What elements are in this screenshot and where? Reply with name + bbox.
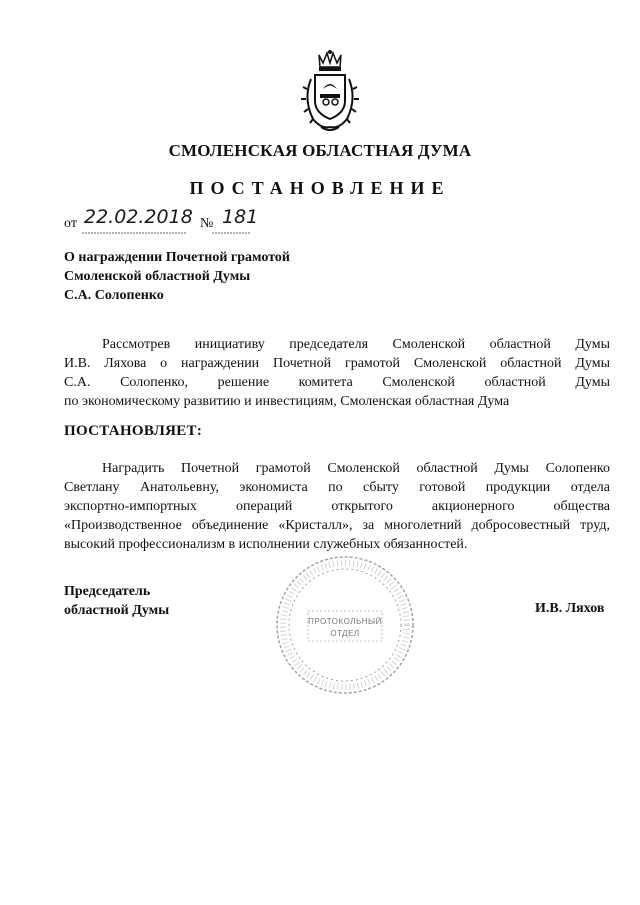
document-type: ПОСТАНОВЛЕНИЕ <box>189 178 451 198</box>
preamble-line: И.В. Ляхова о награждении Почетной грамотой Смоленской областной Думы <box>64 356 610 371</box>
preamble-line: С.А. Солопенко, решение комитета Смоленской областной Думы <box>64 375 610 390</box>
date-prefix: от <box>64 216 77 231</box>
preamble-line: по экономическому развитию и инвестициям, Смоленская областная Дума <box>64 394 510 409</box>
decision-line: Наградить Почетной грамотой Смоленской областной Думы Солопенко <box>102 461 610 476</box>
coat-of-arms-icon <box>299 49 361 133</box>
subject-block <box>64 248 384 305</box>
date-value: 22.02.2018 <box>84 206 193 228</box>
resolves-heading: ПОСТАНОВЛЯЕТ: <box>64 423 203 439</box>
decision-line: «Производственное объединение «Кристалл», за многолетний добросовестный труд, <box>64 518 610 533</box>
signer-title <box>64 582 169 620</box>
decision-line: высокий профессионализм в исполнении служебных обязанностей. <box>64 537 468 552</box>
stamp-center-text <box>295 616 395 640</box>
org-title: СМОЛЕНСКАЯ ОБЛАСТНАЯ ДУМА <box>168 141 472 160</box>
subject-line: Смоленской областной Думы <box>64 269 251 284</box>
subject-line: О награждении Почетной грамотой <box>64 250 290 265</box>
stamp-line: ОТДЕЛ <box>330 629 360 638</box>
stamp-line: ПРОТОКОЛЬНЫЙ <box>308 617 382 626</box>
signer-title-line: Председатель <box>64 584 151 599</box>
decision-line: экспортно-импортных операций открытого акционерного общества <box>64 499 610 514</box>
decision-line: Светлану Анатольевну, экономиста по сбыту готовой продукции отдела <box>64 480 610 495</box>
preamble-line: Рассмотрев инициативу председателя Смоленской областной Думы <box>102 337 610 352</box>
decision-paragraph <box>64 459 610 554</box>
preamble-paragraph <box>64 335 610 411</box>
signer-title-line: областной Думы <box>64 603 170 618</box>
signer-name: И.В. Ляхов <box>535 601 605 616</box>
number-value: 181 <box>222 206 259 228</box>
subject-line: С.А. Солопенко <box>64 288 164 303</box>
number-underline <box>82 232 250 236</box>
number-prefix: № <box>200 216 214 231</box>
